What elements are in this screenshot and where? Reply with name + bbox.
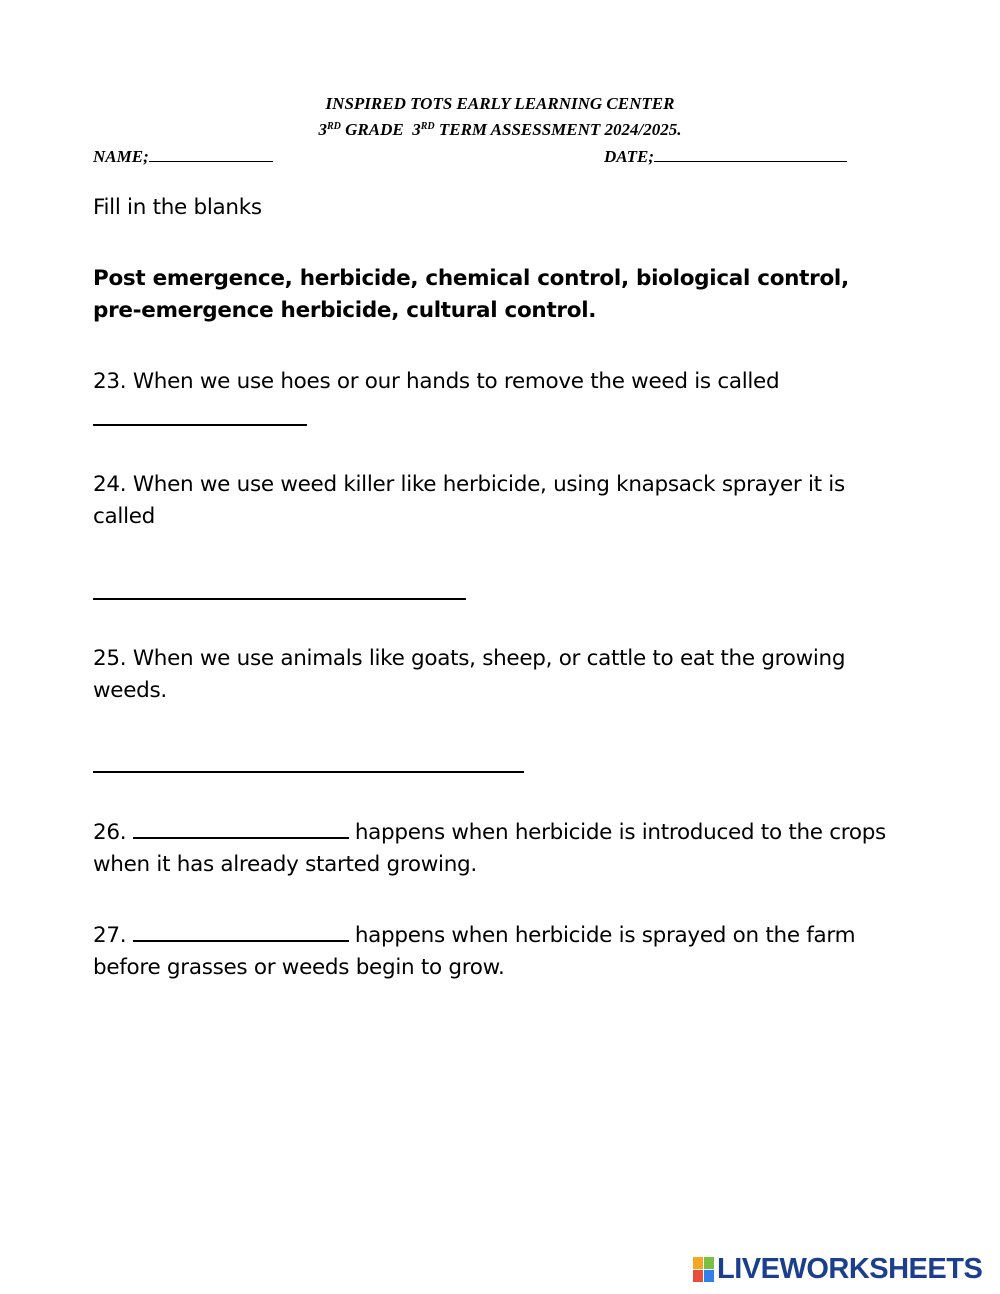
school-name: INSPIRED TOTS EARLY LEARNING CENTER: [325, 94, 675, 113]
logo-square-3: [693, 1270, 703, 1282]
answer-blank-24[interactable]: [93, 598, 466, 600]
question-27: [93, 920, 883, 984]
question-25: 25. When we use animals like goats, sheep, or cattle to eat the growing weeds.: [93, 646, 846, 703]
term-number: 3: [412, 120, 421, 139]
date-blank[interactable]: [654, 146, 847, 162]
brand-name: LIVEWORKSHEETS: [717, 1253, 983, 1285]
logo-square-2: [704, 1257, 714, 1269]
liveworksheets-icon: [693, 1257, 715, 1283]
liveworksheets-logo: [693, 1253, 982, 1286]
answer-blank-26[interactable]: [133, 817, 349, 839]
logo-square-4: [704, 1270, 714, 1282]
answer-blank-25[interactable]: [93, 771, 524, 773]
question-26-number: 26.: [93, 820, 127, 845]
logo-square-1: [693, 1257, 703, 1269]
answer-blank-23[interactable]: [93, 424, 307, 426]
question-24: 24. When we use weed killer like herbicide, using knapsack sprayer it is called: [93, 472, 845, 529]
assessment-title: [0, 120, 1000, 140]
question-27-number: 27.: [93, 923, 127, 948]
instructions: Fill in the blanks: [93, 195, 262, 220]
date-label: DATE;: [604, 147, 655, 166]
grade-word: GRADE: [345, 120, 404, 139]
date-field: [604, 146, 847, 167]
grade-superscript: RD: [326, 121, 341, 132]
answer-blank-27[interactable]: [133, 920, 349, 942]
assessment-label: TERM ASSESSMENT 2024/2025.: [438, 120, 682, 139]
question-26: [93, 817, 903, 881]
question-23: 23. When we use hoes or our hands to remove the weed is called: [93, 369, 780, 394]
term-superscript: RD: [420, 121, 435, 132]
name-label: NAME;: [93, 147, 149, 166]
question-27-text: happens when herbicide is sprayed on the farm before grasses or weeds begin to grow.: [93, 923, 856, 980]
question-26-text: happens when herbicide is introduced to the crops when it has already started growing.: [93, 820, 886, 877]
name-field: [93, 146, 273, 167]
grade-number: 3: [318, 120, 327, 139]
word-bank: Post emergence, herbicide, chemical control, biological control, pre-emergence herbicide, cultural control.: [93, 266, 849, 323]
name-blank[interactable]: [149, 146, 273, 162]
